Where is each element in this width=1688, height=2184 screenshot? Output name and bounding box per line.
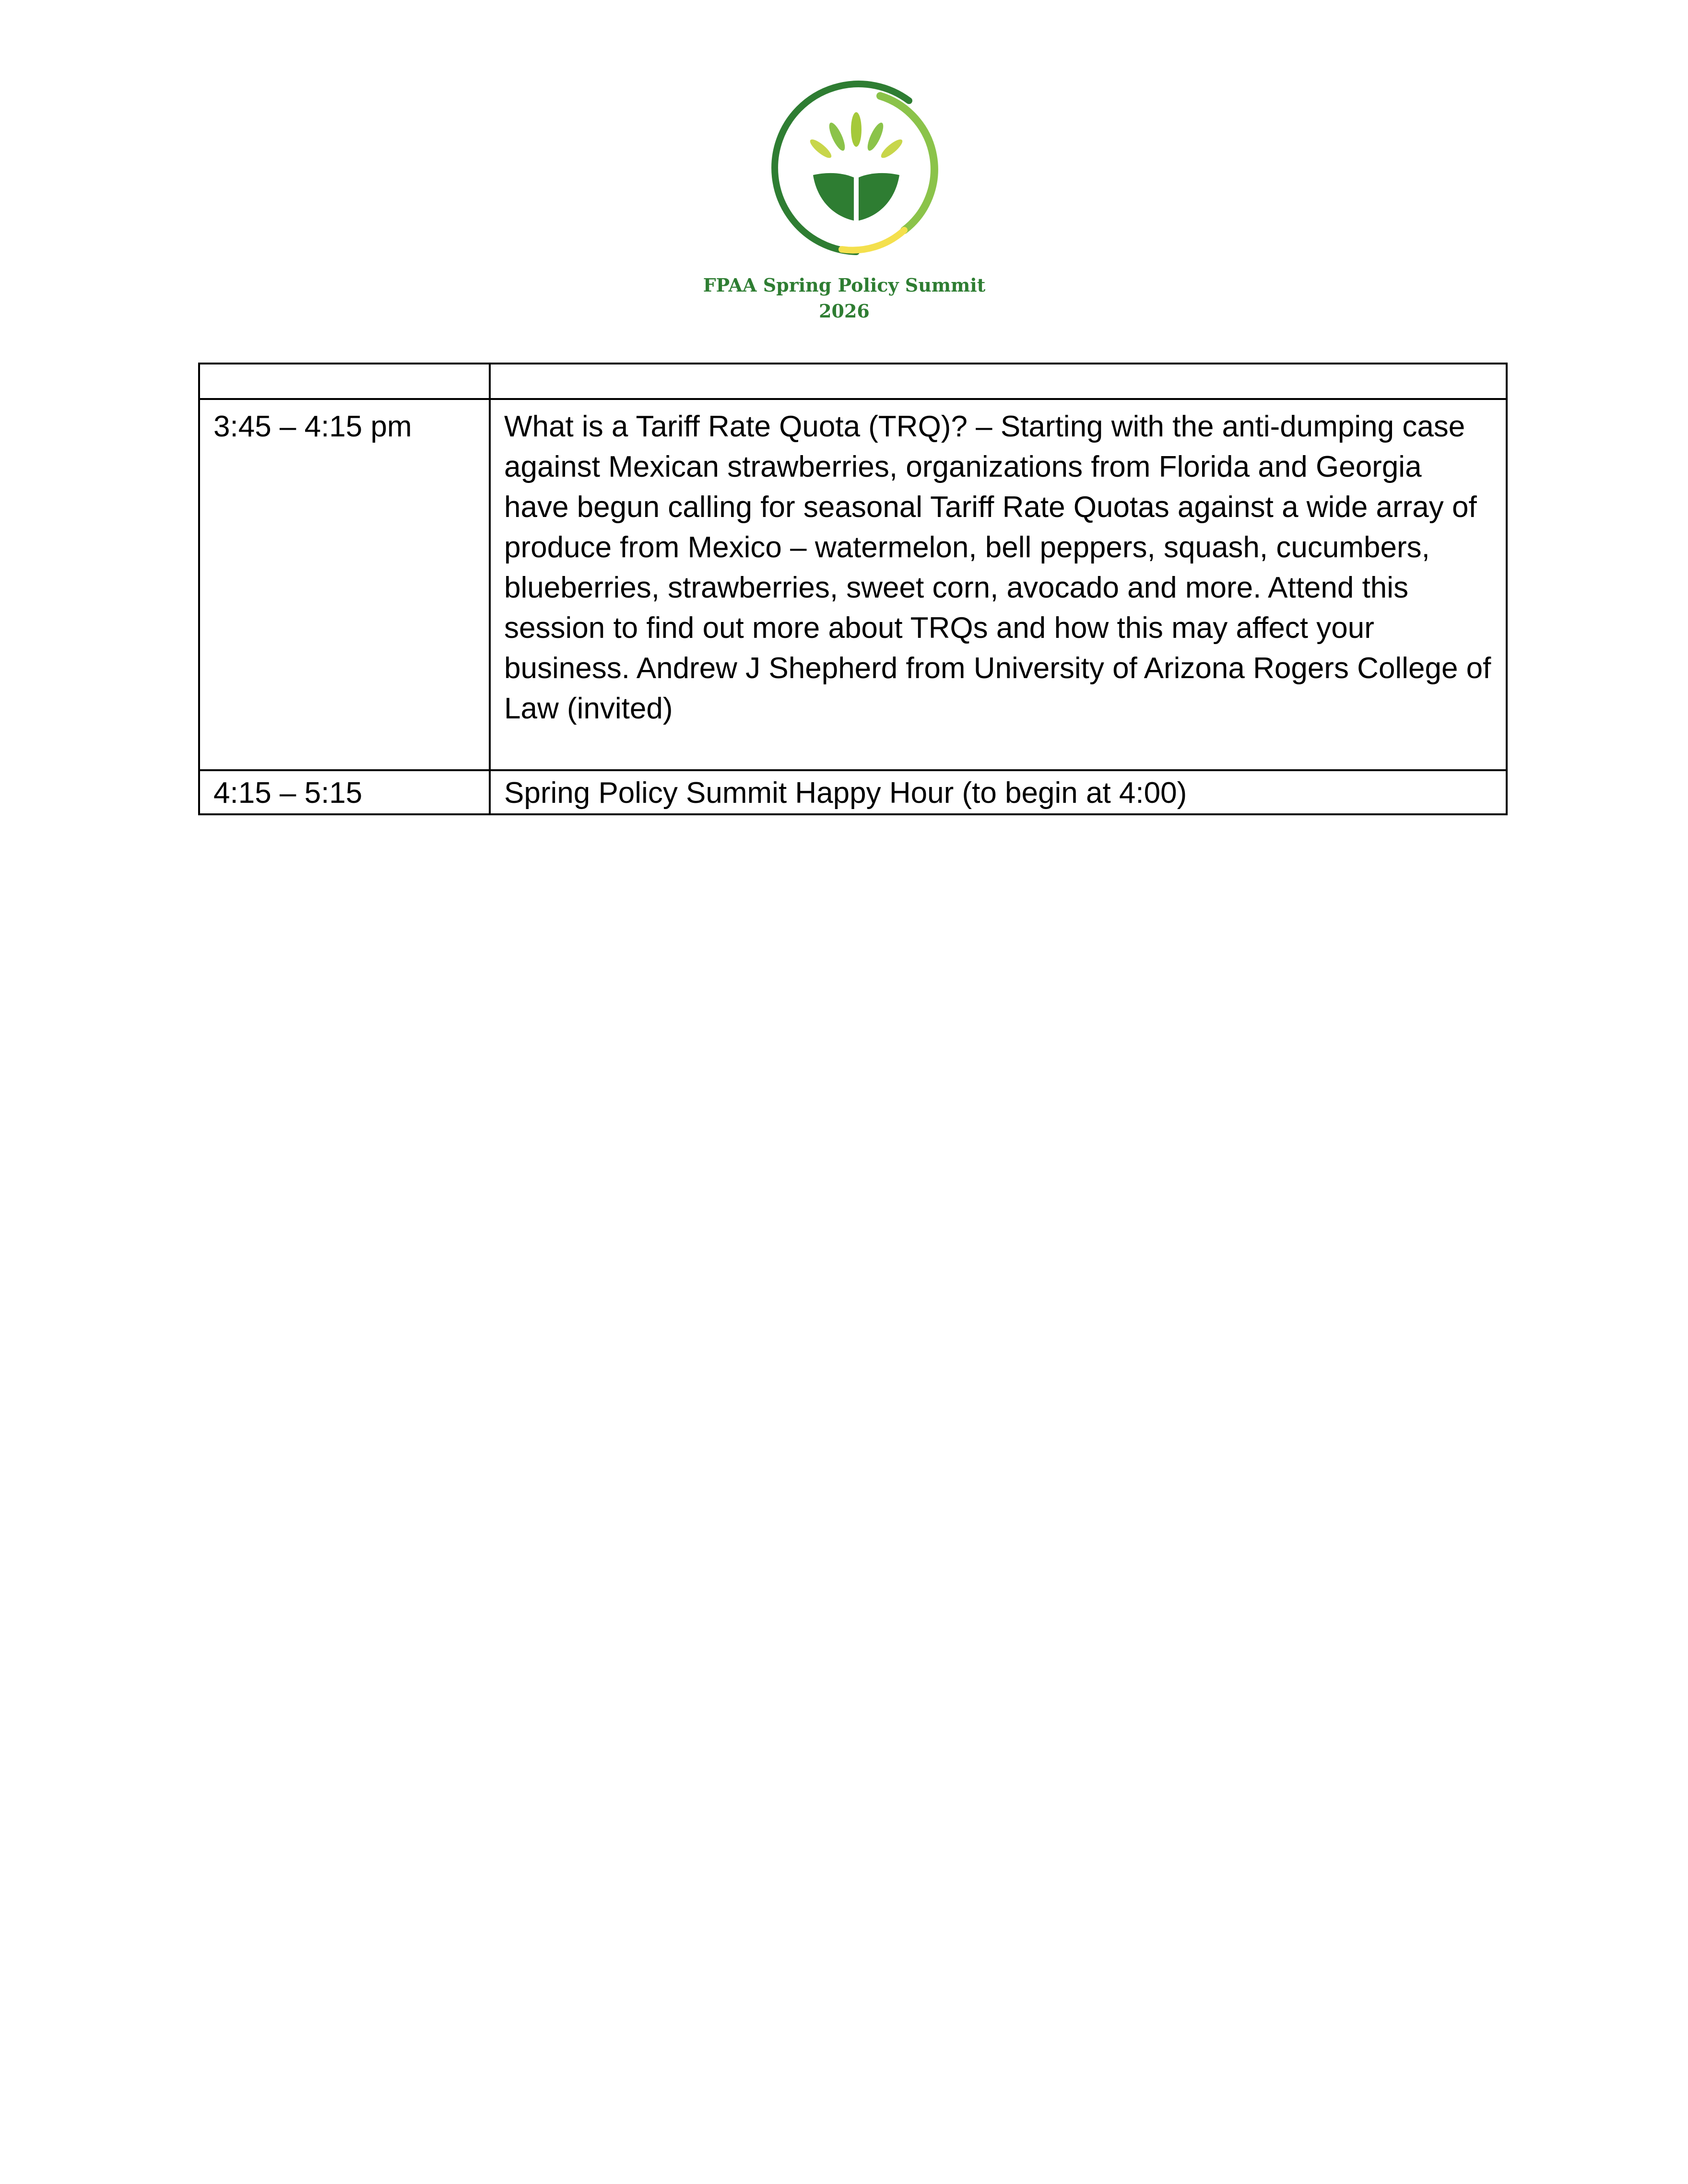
agenda-description-cell: What is a Tariff Rate Quota (TRQ)? – Starting with the anti-dumping case against Mexican strawberries, organizations from Florida and Georgia have begun calling for seasonal Tariff Rate Quotas against a wide array of produce from Mexico – watermelon, bell peppers, squash, cucumbers, blueberries, strawberries, sweet corn, avocado and more. Attend this session to find out more about TRQs and how this may affect your business. Andrew J Shepherd from University of Arizona Rogers College of Law (invited): [490, 399, 1507, 770]
agenda-description-cell: [490, 364, 1507, 399]
event-title: [672, 272, 1017, 324]
agenda-row-trq-session: [199, 399, 1507, 770]
agenda-row-happy-hour: [199, 770, 1507, 814]
event-year: 2026: [819, 300, 870, 322]
event-title-line-1: FPAA Spring Policy Summit: [703, 274, 986, 296]
agenda-description-cell: Spring Policy Summit Happy Hour (to begin at 4:00): [490, 770, 1507, 814]
agenda-time-cell: 3:45 – 4:15 pm: [199, 399, 490, 770]
agenda-row-blank: [199, 364, 1507, 399]
agenda-time-cell: 4:15 – 5:15: [199, 770, 490, 814]
agenda-table: [198, 363, 1508, 815]
fpaa-logo-icon: [760, 77, 952, 259]
agenda-time-cell: [199, 364, 490, 399]
